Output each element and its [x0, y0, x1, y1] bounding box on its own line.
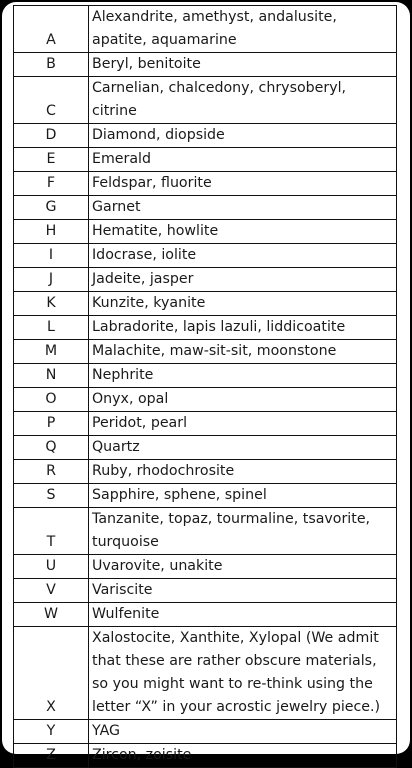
letter-cell: W: [14, 603, 89, 627]
letter-cell: S: [14, 484, 89, 508]
letter-cell: D: [14, 124, 89, 148]
letter-cell: G: [14, 196, 89, 220]
table-row: [14, 460, 397, 484]
gemstones-cell: Malachite, maw-sit-sit, moonstone: [89, 340, 397, 364]
gemstones-cell: Wulfenite: [89, 603, 397, 627]
table-row: [14, 340, 397, 364]
gemstones-cell: Quartz: [89, 436, 397, 460]
letter-cell: M: [14, 340, 89, 364]
gemstones-cell: Variscite: [89, 579, 397, 603]
letter-cell: L: [14, 316, 89, 340]
gemstones-cell: Jadeite, jasper: [89, 268, 397, 292]
table-row: [14, 316, 397, 340]
letter-cell: V: [14, 579, 89, 603]
table-row: [14, 268, 397, 292]
table-row: [14, 6, 397, 53]
table-row: [14, 744, 397, 768]
gemstones-cell: Diamond, diopside: [89, 124, 397, 148]
letter-cell: C: [14, 77, 89, 124]
letter-cell: N: [14, 364, 89, 388]
letter-cell: J: [14, 268, 89, 292]
table-row: [14, 244, 397, 268]
gemstones-cell: Carnelian, chalcedony, chrysoberyl, citrine: [89, 77, 397, 124]
gemstones-cell: Idocrase, iolite: [89, 244, 397, 268]
letter-cell: K: [14, 292, 89, 316]
table-row: [14, 388, 397, 412]
table-row: [14, 77, 397, 124]
gemstones-cell: Xalostocite, Xanthite, Xylopal (We admit that these are rather obscure materials, so you might want to re-think using the letter “X” in your acrostic jewelry piece.): [89, 627, 397, 720]
table-frame: [2, 2, 410, 763]
letter-cell: A: [14, 6, 89, 53]
letter-cell: I: [14, 244, 89, 268]
table-row: [14, 555, 397, 579]
table-row: [14, 292, 397, 316]
letter-cell: Z: [14, 744, 89, 768]
gemstones-cell: Alexandrite, amethyst, andalusite, apatite, aquamarine: [89, 6, 397, 53]
gemstones-cell: Kunzite, kyanite: [89, 292, 397, 316]
gemstones-cell: Peridot, pearl: [89, 412, 397, 436]
gemstones-cell: Emerald: [89, 148, 397, 172]
table-row: [14, 53, 397, 77]
table-row: [14, 720, 397, 744]
gemstone-alphabet-table: [13, 5, 397, 768]
letter-cell: T: [14, 508, 89, 555]
table-row: [14, 172, 397, 196]
letter-cell: F: [14, 172, 89, 196]
table-row: [14, 627, 397, 720]
gemstones-cell: Sapphire, sphene, spinel: [89, 484, 397, 508]
gemstones-cell: Beryl, benitoite: [89, 53, 397, 77]
letter-cell: P: [14, 412, 89, 436]
gemstones-cell: Nephrite: [89, 364, 397, 388]
table-row: [14, 508, 397, 555]
table-row: [14, 484, 397, 508]
table-row: [14, 603, 397, 627]
gemstones-cell: Onyx, opal: [89, 388, 397, 412]
gemstones-cell: YAG: [89, 720, 397, 744]
gemstones-cell: Labradorite, lapis lazuli, liddicoatite: [89, 316, 397, 340]
gemstones-cell: Ruby, rhodochrosite: [89, 460, 397, 484]
letter-cell: O: [14, 388, 89, 412]
table-body: [14, 6, 397, 768]
gemstones-cell: Hematite, howlite: [89, 220, 397, 244]
gemstones-cell: Feldspar, fluorite: [89, 172, 397, 196]
gemstones-cell: Tanzanite, topaz, tourmaline, tsavorite, turquoise: [89, 508, 397, 555]
letter-cell: U: [14, 555, 89, 579]
table-row: [14, 196, 397, 220]
table-row: [14, 148, 397, 172]
gemstones-cell: Zircon, zoisite: [89, 744, 397, 768]
letter-cell: E: [14, 148, 89, 172]
table-row: [14, 364, 397, 388]
gemstones-cell: Uvarovite, unakite: [89, 555, 397, 579]
table-row: [14, 220, 397, 244]
letter-cell: X: [14, 627, 89, 720]
table-row: [14, 124, 397, 148]
letter-cell: Q: [14, 436, 89, 460]
gemstones-cell: Garnet: [89, 196, 397, 220]
table-row: [14, 579, 397, 603]
letter-cell: B: [14, 53, 89, 77]
table-row: [14, 436, 397, 460]
letter-cell: Y: [14, 720, 89, 744]
table-row: [14, 412, 397, 436]
letter-cell: R: [14, 460, 89, 484]
letter-cell: H: [14, 220, 89, 244]
